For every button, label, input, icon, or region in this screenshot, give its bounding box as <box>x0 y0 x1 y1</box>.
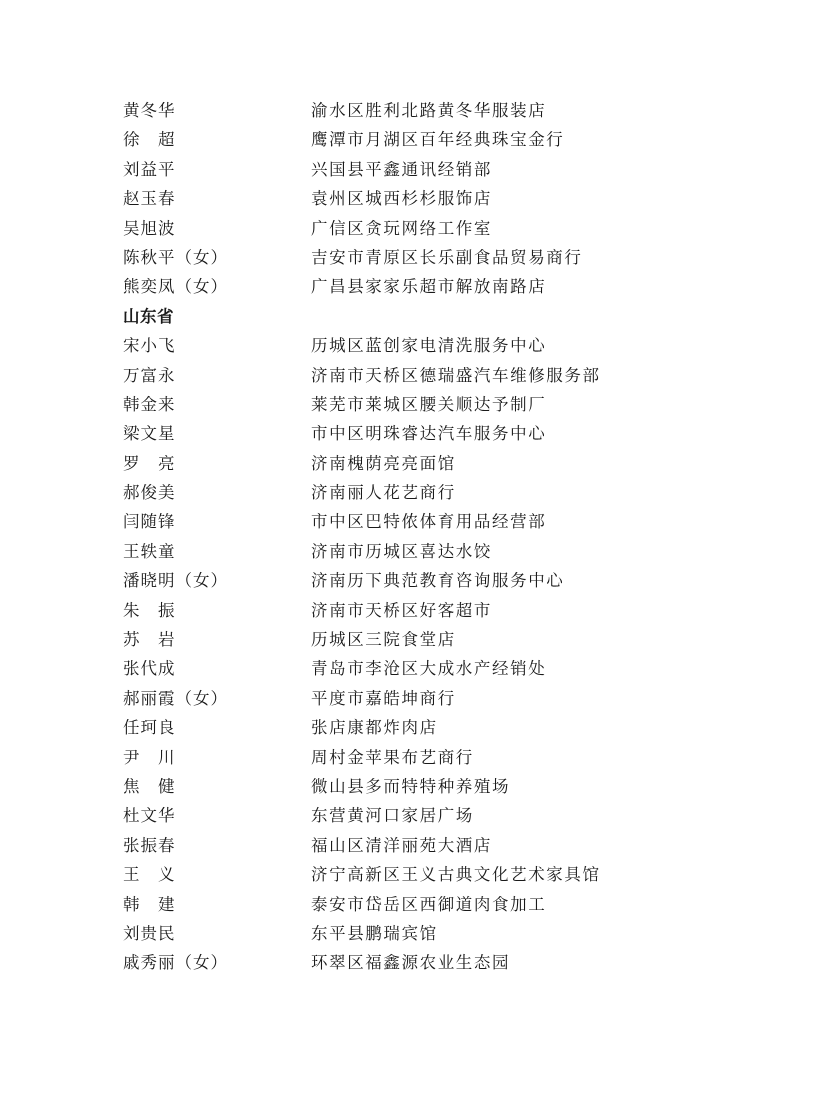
person-name: 徐 超 <box>123 130 176 150</box>
business-name: 兴国县平鑫通讯经销部 <box>311 159 492 179</box>
list-item <box>123 713 743 742</box>
list-item <box>123 919 743 948</box>
person-name: 杜文华 <box>123 806 176 826</box>
business-name: 吉安市青原区长乐副食品贸易商行 <box>311 247 583 267</box>
business-name: 渝水区胜利北路黄冬华服装店 <box>311 101 547 120</box>
list-item <box>123 272 743 301</box>
person-name: 戚秀丽（女） <box>123 953 228 973</box>
list-item <box>123 478 743 507</box>
list-item <box>123 419 743 448</box>
person-name: 罗 亮 <box>123 453 176 473</box>
list-item <box>123 772 743 801</box>
person-name: 张代成 <box>123 659 176 679</box>
business-name: 张店康都炸肉店 <box>311 718 438 738</box>
person-name: 焦 健 <box>123 776 176 796</box>
business-name: 广信区贪玩网络工作室 <box>311 218 492 238</box>
list-item <box>123 507 743 536</box>
business-name: 周村金苹果布艺商行 <box>311 747 474 767</box>
business-name: 历城区三院食堂店 <box>311 630 456 650</box>
business-name: 市中区明珠睿达汽车服务中心 <box>311 424 547 444</box>
list-item <box>123 743 743 772</box>
list-item <box>123 155 743 184</box>
business-name: 微山县多而特特种养殖场 <box>311 776 511 796</box>
business-name: 东平县鹏瑞宾馆 <box>311 923 438 943</box>
person-name: 陈秋平（女） <box>123 247 228 267</box>
business-name: 济宁高新区王义古典文化艺术家具馆 <box>311 865 601 885</box>
list-item <box>123 449 743 478</box>
person-name: 郝丽霞（女） <box>123 688 228 708</box>
business-name: 济南槐荫亮亮面馆 <box>311 453 456 473</box>
list-item <box>123 566 743 595</box>
list-item <box>123 96 743 125</box>
list-item <box>123 537 743 566</box>
business-name: 莱芜市莱城区腰关顺达予制厂 <box>311 394 547 414</box>
business-name: 东营黄河口家居广场 <box>311 806 474 826</box>
list-item <box>123 625 743 654</box>
honoree-list <box>123 96 743 978</box>
business-name: 济南历下典范教育咨询服务中心 <box>311 571 565 591</box>
list-item <box>123 596 743 625</box>
person-name: 朱 振 <box>123 600 176 620</box>
list-item <box>123 331 743 360</box>
list-item <box>123 125 743 154</box>
person-name: 潘晓明（女） <box>123 571 228 591</box>
person-name: 尹 川 <box>123 747 176 767</box>
list-item <box>123 390 743 419</box>
person-name: 张振春 <box>123 835 176 855</box>
business-name: 袁州区城西杉杉服饰店 <box>311 189 492 209</box>
list-item <box>123 654 743 683</box>
person-name: 吴旭波 <box>123 218 176 238</box>
business-name: 青岛市李沧区大成水产经销处 <box>311 659 547 679</box>
list-item <box>123 684 743 713</box>
person-name: 黄冬华 <box>123 101 176 120</box>
business-name: 济南市历城区喜达水饺 <box>311 541 492 561</box>
business-name: 广昌县家家乐超市解放南路店 <box>311 277 547 297</box>
business-name: 市中区巴特侬体育用品经营部 <box>311 512 547 532</box>
list-item <box>123 214 743 243</box>
person-name: 王 义 <box>123 865 176 885</box>
province-heading: 山东省 <box>123 306 174 326</box>
person-name: 王轶童 <box>123 541 176 561</box>
business-name: 平度市嘉皓坤商行 <box>311 688 456 708</box>
person-name: 梁文星 <box>123 424 176 444</box>
business-name: 泰安市岱岳区西御道肉食加工 <box>311 894 547 914</box>
person-name: 刘益平 <box>123 159 176 179</box>
list-item <box>123 948 743 977</box>
person-name: 赵玉春 <box>123 189 176 209</box>
business-name: 济南市天桥区好客超市 <box>311 600 492 620</box>
person-name: 韩金来 <box>123 394 176 414</box>
person-name: 万富永 <box>123 365 176 385</box>
person-name: 郝俊美 <box>123 483 176 503</box>
business-name: 济南市天桥区德瑞盛汽车维修服务部 <box>311 365 601 385</box>
business-name: 济南丽人花艺商行 <box>311 483 456 503</box>
person-name: 苏 岩 <box>123 630 176 650</box>
person-name: 任珂良 <box>123 718 176 738</box>
business-name: 环翠区福鑫源农业生态园 <box>311 953 511 973</box>
list-item <box>123 361 743 390</box>
person-name: 韩 建 <box>123 894 176 914</box>
business-name: 历城区蓝创家电清洗服务中心 <box>311 336 547 356</box>
list-item <box>123 890 743 919</box>
list-item <box>123 831 743 860</box>
list-item <box>123 243 743 272</box>
person-name: 熊奕凤（女） <box>123 277 228 297</box>
business-name: 鹰潭市月湖区百年经典珠宝金行 <box>311 130 565 150</box>
list-item <box>123 860 743 889</box>
list-item <box>123 801 743 830</box>
business-name: 福山区清洋丽苑大酒店 <box>311 835 492 855</box>
person-name: 宋小飞 <box>123 336 176 356</box>
person-name: 刘贵民 <box>123 923 176 943</box>
person-name: 闫随锋 <box>123 512 176 532</box>
list-item <box>123 184 743 213</box>
